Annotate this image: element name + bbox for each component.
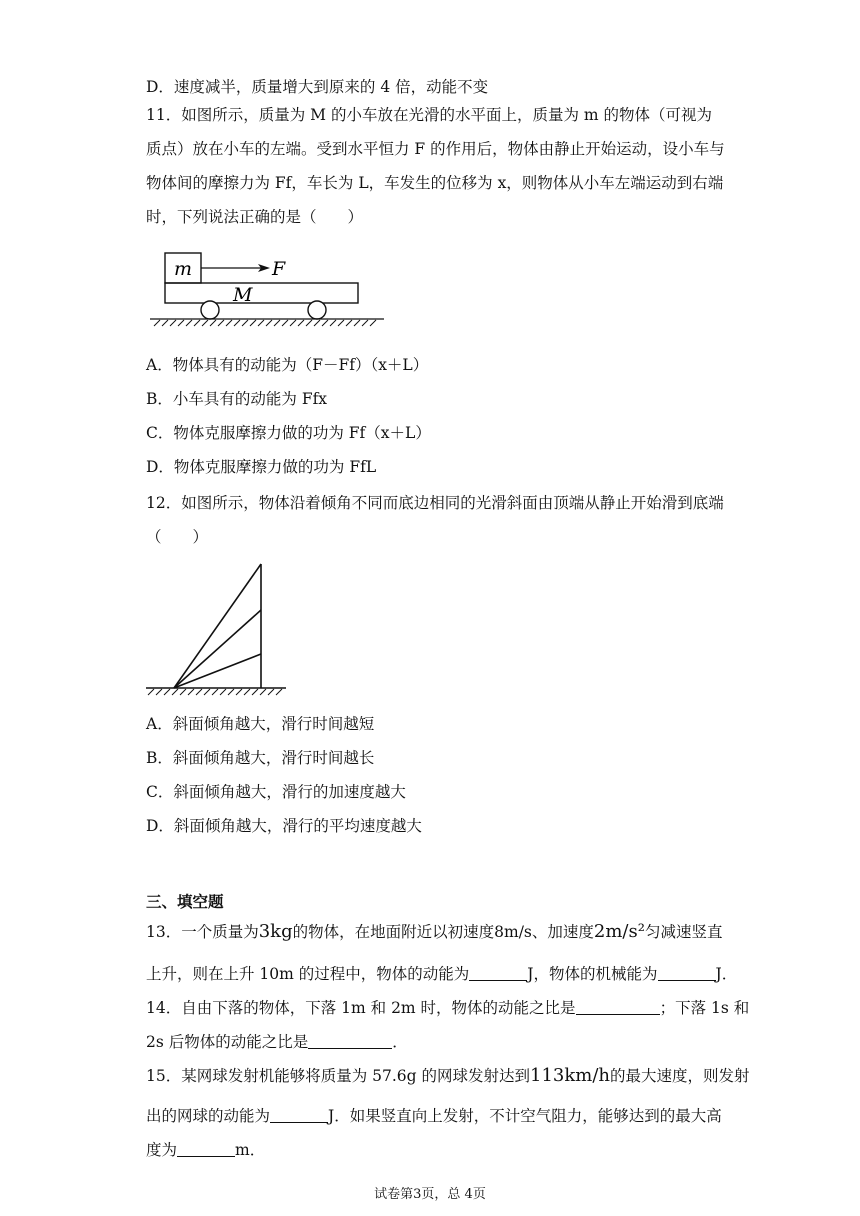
- q15-blank-2[interactable]: [177, 1140, 235, 1157]
- q15-line-3: [146, 1139, 265, 1161]
- q13-acc: 2m/s²: [593, 921, 645, 942]
- q11-option-b: B．小车具有的动能为 Ffx: [146, 390, 328, 408]
- q14-line-1: [146, 997, 749, 1019]
- q13-text-a: 13．一个质量为: [146, 923, 259, 941]
- q14-blank-1[interactable]: [576, 998, 660, 1015]
- q13-text-g: J．: [715, 965, 738, 983]
- q15-speed: 113km/h: [530, 1065, 611, 1086]
- q11-option-a: A．物体具有的动能为（F－Ff）（x＋L）: [146, 356, 429, 374]
- block-label: m: [174, 258, 193, 280]
- q11-option-c: C．物体克服摩擦力做的功为 Ff（x＋L）: [146, 424, 431, 442]
- q13-v0: 8m/s: [494, 923, 532, 941]
- q15-text-d: J．如果竖直向上发射，不计空气阻力，能够达到的最大高: [328, 1107, 722, 1125]
- q15-text-c: 出的网球的动能为: [146, 1107, 271, 1125]
- q11-option-d: D．物体克服摩擦力做的功为 FfL: [146, 458, 377, 476]
- q13-mass: 3kg: [258, 921, 293, 942]
- q15-text-a: 15．某网球发射机能够将质量为 57.6g 的网球发射达到: [146, 1067, 531, 1085]
- page-footer: 试卷第3页，总 4页: [374, 1187, 486, 1202]
- q12-option-c: C．斜面倾角越大，滑行的加速度越大: [146, 783, 406, 801]
- q12-option-a: A．斜面倾角越大，滑行时间越短: [146, 715, 375, 733]
- q15-text-b: 的最大速度，则发射: [610, 1067, 750, 1085]
- q14-line-2: [146, 1031, 408, 1053]
- q13-line-1: [146, 921, 722, 943]
- q14-text-b: ；下落 1s 和: [659, 999, 750, 1017]
- q14-blank-2[interactable]: [308, 1032, 392, 1049]
- q14-text-a: 14．自由下落的物体，下落 1m 和 2m 时，物体的动能之比是: [146, 999, 576, 1017]
- q13-text-b: 的物体，在地面附近以初速度: [292, 923, 495, 941]
- q13-text-f: J，物体的机械能为: [527, 965, 658, 983]
- q15-line-1: [146, 1065, 750, 1087]
- q12-incline-figure: [146, 562, 291, 698]
- q10-option-d: D．速度减半，质量增大到原来的 4 倍，动能不变: [146, 78, 489, 96]
- section-title: 三、填空题: [146, 893, 224, 911]
- q15-text-f: m．: [235, 1141, 266, 1159]
- q14-text-d: ．: [392, 1033, 408, 1051]
- q13-text-d: 匀减速竖直: [644, 923, 723, 941]
- q13-blank-1[interactable]: [469, 964, 527, 981]
- q13-line-2: [146, 963, 737, 985]
- force-label: F: [272, 258, 286, 280]
- q15-text-e: 度为: [146, 1141, 178, 1159]
- q12-option-b: B．斜面倾角越大，滑行时间越长: [146, 749, 375, 767]
- cart-label: M: [233, 284, 253, 306]
- q11-cart-figure: [150, 250, 390, 330]
- q12-stem: 12．如图所示，物体沿着倾角不同而底边相同的光滑斜面由顶端从静止开始滑到底端（ ）: [146, 494, 724, 546]
- q14-text-c: 2s 后物体的动能之比是: [146, 1033, 309, 1051]
- q13-blank-2[interactable]: [658, 964, 716, 981]
- q13-text-c: 、加速度: [531, 923, 594, 941]
- q13-text-e: 上升，则在上升 10m 的过程中，物体的动能为: [146, 965, 470, 983]
- q15-line-2: [146, 1105, 722, 1127]
- q15-blank-1[interactable]: [270, 1106, 328, 1123]
- q11-stem: 11．如图所示，质量为 M 的小车放在光滑的水平面上，质量为 m 的物体（可视为质点）放在小车的左端。受到水平恒力 F 的作用后，物体由静止开始运动，设小车与物体间的摩擦力为 Ff，车长为 L，车发生的位移为 x，则物体从小车左端运动到右端时，下列说法正确的是（ ）: [146, 106, 725, 226]
- q12-option-d: D．斜面倾角越大，滑行的平均速度越大: [146, 817, 422, 835]
